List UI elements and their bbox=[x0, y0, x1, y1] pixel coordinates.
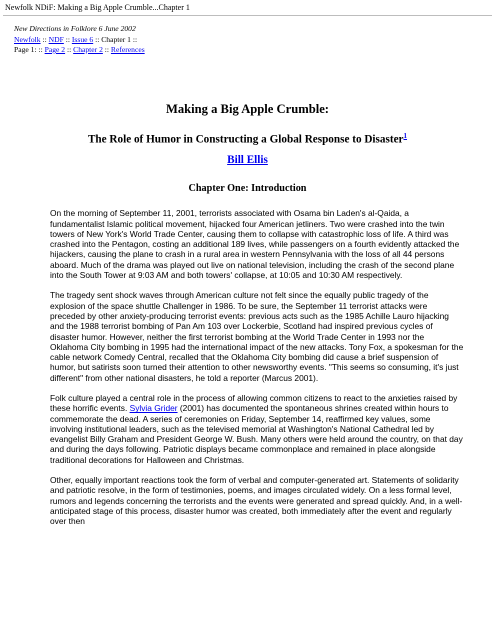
breadcrumb-issue-link[interactable]: Issue 6 bbox=[71, 34, 94, 44]
breadcrumb-current: Chapter 1 bbox=[101, 34, 131, 44]
article-body bbox=[50, 208, 464, 526]
navigation bbox=[0, 16, 495, 56]
breadcrumb-separator: :: bbox=[65, 34, 70, 44]
footnote-1-link[interactable]: 1 bbox=[403, 131, 408, 140]
window-title: Newfolk NDiF: Making a Big Apple Crumble...Chapter 1 bbox=[5, 3, 190, 12]
breadcrumb-separator: :: bbox=[42, 34, 47, 44]
page-separator: :: bbox=[67, 45, 72, 54]
breadcrumb-separator: :: bbox=[95, 34, 100, 44]
chapter-heading: Chapter One: Introduction bbox=[188, 183, 307, 195]
author bbox=[0, 154, 495, 166]
breadcrumb-separator: :: bbox=[132, 34, 138, 44]
paragraph: Other, equally important reactions took the form of verbal and computer-generated art. Statements of solidarity and patriotic resolve, in the form of testimonies, poems, and images circulated widely. On a less formal level, rumors and legends concerning the terrorists and the events were generated and spread quickly. And, in a well-anticipated stage of this process, disaster humor was created, both immediately after the event and regularly over then bbox=[50, 475, 463, 527]
breadcrumb-newfolk-link[interactable]: Newfolk bbox=[14, 34, 41, 44]
page-2-link[interactable]: Page 2 bbox=[44, 45, 66, 54]
page-separator: :: bbox=[38, 45, 43, 54]
article-header bbox=[0, 102, 495, 195]
article-subtitle bbox=[50, 129, 445, 147]
author-link[interactable]: Bill Ellis bbox=[227, 154, 268, 167]
current-page-label: Page 1: bbox=[14, 45, 37, 54]
paragraph: On the morning of September 11, 2001, terrorists associated with Osama bin Laden's al-Qaida, a fundamentalist Islamic political movement, hijacked four American jetliners. Two were crashed into the twin towers of New York's World Trade Center, causing them to collapse with catastrophic loss of life. A third was crashed into the Pentagon, costing an additional 189 lives, while passengers on a fourth evidently attacked the hijackers, causing the plane to crash in a rural area in western Pennsylvania with the loss of all 44 persons aboard. Much of the drama was played out live on national television, including the crash of the second plane into the South Tower at 9:03 AM and both towers' collapse, at 10:05 and 10:30 AM respectively. bbox=[50, 208, 460, 281]
chapter-2-link[interactable]: Chapter 2 bbox=[73, 45, 103, 54]
page-separator: :: bbox=[104, 45, 110, 54]
paragraph-rest: has documented the spontaneous shrines created within hours to commemorate the dead. A series of ceremonies on Friday, September 14, reaffirmed key values, some involving institutional leaders, such as the televised memorial at Washington's National Cathedral led by evangelist Billy Graham and President George W. Bush. Many others were held around the country, on that day and during the days following. Patriotic displays became commonplace and remained in place alongside traditional decorations for Halloween and Christmas. bbox=[50, 403, 463, 465]
article-subtitle-text: The Role of Humor in Constructing a Global Response to Disaster bbox=[87, 133, 404, 146]
journal-issue: New Directions in Folklore 6 June 2002 bbox=[14, 24, 136, 33]
sylvia-grider-link[interactable]: Sylvia Grider bbox=[129, 403, 178, 414]
breadcrumb bbox=[14, 35, 495, 46]
paragraph-lead: Folk culture played a central role in the process of allowing common citizens to react to the anxieties raised by these horrific events. bbox=[50, 392, 458, 414]
citation-year: (2001) bbox=[179, 403, 205, 414]
article-title: Making a Big Apple Crumble: bbox=[165, 101, 330, 116]
breadcrumb-ndif-link[interactable]: NDF bbox=[48, 34, 64, 44]
paragraph: The tragedy sent shock waves through American culture not felt since the equally public tragedy of the explosion of the space shuttle Challenger in 1986. To be sure, the September 11 terrorist attacks were preceded by other anxiety-producing terrorist events: previous acts such as the 1985 Achille Lauro hijacking and the 1988 terrorist bombing of Pan Am 103 over Lockerbie, Scotland had inspired previous cycles of disaster humor. However, neither the first terrorist bombing at the World Trade Center in 1993 nor the Oklahoma City bombing in 1995 had the international impact of the new attacks. Tony Fox, a spokesman for the cable network Comedy Central, recalled that the Oklahoma City bombing did cause a brief suspension of humor, but satirists soon turned their attention to other newsworthy events. "This seems so consuming, it's just different" from other national disasters, he told a reporter (Marcus 2001). bbox=[50, 290, 464, 383]
references-link[interactable]: References bbox=[110, 45, 145, 54]
paragraph bbox=[50, 393, 464, 465]
page-navigation bbox=[14, 45, 495, 56]
